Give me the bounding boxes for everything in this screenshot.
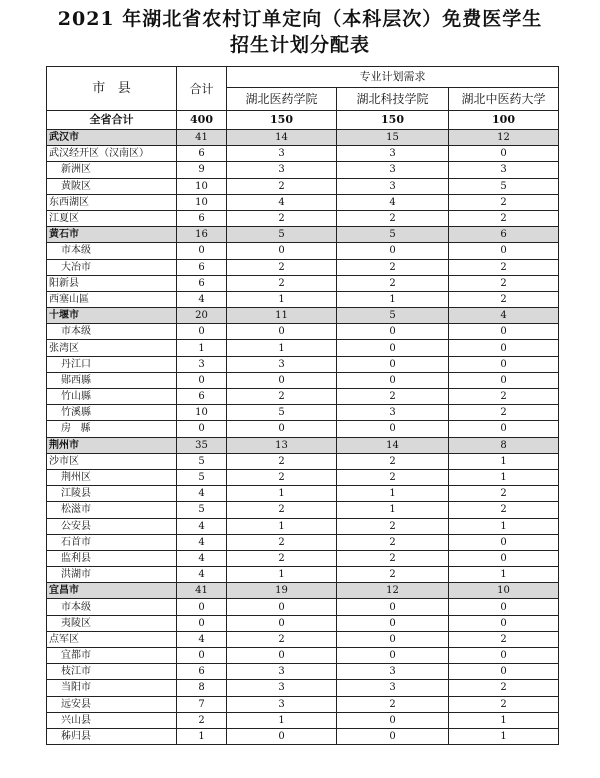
table-row (47, 372, 559, 388)
header-col-hubei-science-tech: 湖北科技学院 (337, 88, 449, 111)
row-total-cell: 6 (177, 259, 227, 275)
row-total-cell: 6 (177, 389, 227, 405)
row-col3-cell: 0 (449, 372, 559, 388)
row-col2-cell: 12 (337, 583, 449, 599)
row-total-cell: 7 (177, 696, 227, 712)
row-col2-cell: 3 (337, 146, 449, 162)
table-row (47, 680, 559, 696)
row-total-cell: 4 (177, 291, 227, 307)
row-col3-cell: 1 (449, 453, 559, 469)
row-col1-cell: 3 (227, 146, 337, 162)
row-col2-cell: 0 (337, 243, 449, 259)
row-col3-cell: 2 (449, 486, 559, 502)
row-name-cell: 荆州区 (47, 469, 177, 485)
row-name-cell: 新洲区 (47, 162, 177, 178)
row-col2-cell: 3 (337, 178, 449, 194)
row-total-cell: 4 (177, 567, 227, 583)
row-col3-cell: 0 (449, 648, 559, 664)
row-total-cell: 0 (177, 324, 227, 340)
row-name-cell: 松滋市 (47, 502, 177, 518)
row-col3-cell: 2 (449, 194, 559, 210)
row-name-cell: 当阳市 (47, 680, 177, 696)
row-col2-cell: 0 (337, 372, 449, 388)
row-col1-cell: 1 (227, 291, 337, 307)
table-row (47, 453, 559, 469)
row-total-cell: 3 (177, 356, 227, 372)
row-col3-cell: 1 (449, 518, 559, 534)
row-total-cell: 20 (177, 308, 227, 324)
row-name-cell: 武汉经开区（汉南区） (47, 146, 177, 162)
row-col1-cell: 0 (227, 324, 337, 340)
row-total-cell: 1 (177, 340, 227, 356)
row-total-cell: 0 (177, 421, 227, 437)
row-col1-cell: 0 (227, 728, 337, 744)
table-row (47, 259, 559, 275)
row-col2-cell: 0 (337, 599, 449, 615)
row-col3-cell: 2 (449, 405, 559, 421)
table-row (47, 194, 559, 210)
row-col3-cell: 12 (449, 130, 559, 146)
page-subtitle: 招生计划分配表 (229, 34, 370, 56)
row-col1-cell: 3 (227, 162, 337, 178)
row-name-cell: 兴山县 (47, 712, 177, 728)
row-total-cell: 41 (177, 583, 227, 599)
row-col2-cell: 1 (337, 486, 449, 502)
row-total-cell: 16 (177, 227, 227, 243)
table-row (47, 162, 559, 178)
row-total-cell: 6 (177, 664, 227, 680)
table-row (47, 696, 559, 712)
city-row (47, 583, 559, 599)
row-col1-cell: 1 (227, 518, 337, 534)
row-col3-cell: 2 (449, 502, 559, 518)
row-name-cell: 宜都市 (47, 648, 177, 664)
row-col3-cell: 2 (449, 275, 559, 291)
row-name-cell: 房 縣 (47, 421, 177, 437)
row-name-cell: 大冶市 (47, 259, 177, 275)
row-col1-cell: 0 (227, 615, 337, 631)
province-total-label: 全省合计 (47, 111, 177, 130)
row-col3-cell: 1 (449, 712, 559, 728)
row-col1-cell: 2 (227, 469, 337, 485)
row-col1-cell: 3 (227, 664, 337, 680)
province-total-col2: 150 (337, 111, 449, 130)
row-col2-cell: 0 (337, 324, 449, 340)
row-name-cell: 竹溪縣 (47, 405, 177, 421)
row-total-cell: 0 (177, 648, 227, 664)
row-col1-cell: 0 (227, 243, 337, 259)
row-col3-cell: 5 (449, 178, 559, 194)
row-col2-cell: 15 (337, 130, 449, 146)
row-total-cell: 6 (177, 210, 227, 226)
row-name-cell: 市本级 (47, 324, 177, 340)
row-col1-cell: 3 (227, 356, 337, 372)
row-col2-cell: 0 (337, 615, 449, 631)
row-col3-cell: 8 (449, 437, 559, 453)
row-col1-cell: 3 (227, 696, 337, 712)
row-col1-cell: 2 (227, 534, 337, 550)
row-name-cell: 枝江市 (47, 664, 177, 680)
row-col3-cell: 0 (449, 550, 559, 566)
row-col1-cell: 2 (227, 502, 337, 518)
row-col3-cell: 0 (449, 146, 559, 162)
row-name-cell: 市本级 (47, 599, 177, 615)
row-col1-cell: 0 (227, 648, 337, 664)
table-row (47, 469, 559, 485)
row-total-cell: 9 (177, 162, 227, 178)
row-total-cell: 4 (177, 631, 227, 647)
row-col1-cell: 1 (227, 567, 337, 583)
row-col2-cell: 2 (337, 210, 449, 226)
row-name-cell: 郧西縣 (47, 372, 177, 388)
row-col1-cell: 2 (227, 210, 337, 226)
table-row (47, 615, 559, 631)
table-row (47, 567, 559, 583)
row-col1-cell: 13 (227, 437, 337, 453)
row-total-cell: 2 (177, 712, 227, 728)
row-col1-cell: 1 (227, 712, 337, 728)
row-total-cell: 5 (177, 453, 227, 469)
row-col2-cell: 2 (337, 389, 449, 405)
row-col2-cell: 0 (337, 712, 449, 728)
table-row (47, 599, 559, 615)
table-row (47, 210, 559, 226)
table-row (47, 550, 559, 566)
row-name-cell: 石首市 (47, 534, 177, 550)
row-col3-cell: 2 (449, 210, 559, 226)
row-name-cell: 荆州市 (47, 437, 177, 453)
table-row (47, 486, 559, 502)
table-row (47, 518, 559, 534)
row-col1-cell: 11 (227, 308, 337, 324)
row-total-cell: 10 (177, 194, 227, 210)
row-col2-cell: 2 (337, 259, 449, 275)
row-name-cell: 丹江口 (47, 356, 177, 372)
row-name-cell: 宜昌市 (47, 583, 177, 599)
row-name-cell: 远安县 (47, 696, 177, 712)
row-col1-cell: 2 (227, 389, 337, 405)
row-col1-cell: 2 (227, 453, 337, 469)
row-col1-cell: 5 (227, 405, 337, 421)
table-row (47, 340, 559, 356)
row-total-cell: 6 (177, 146, 227, 162)
row-name-cell: 武汉市 (47, 130, 177, 146)
row-col3-cell: 1 (449, 469, 559, 485)
row-total-cell: 4 (177, 486, 227, 502)
province-total-col3: 100 (449, 111, 559, 130)
row-col3-cell: 0 (449, 534, 559, 550)
table-row (47, 291, 559, 307)
header-total: 合计 (177, 67, 227, 111)
row-col2-cell: 0 (337, 356, 449, 372)
row-col2-cell: 2 (337, 567, 449, 583)
table-body (47, 67, 559, 745)
row-col3-cell: 2 (449, 259, 559, 275)
province-total-value: 400 (177, 111, 227, 130)
province-total-row (47, 111, 559, 130)
row-col3-cell: 0 (449, 243, 559, 259)
row-name-cell: 沙市区 (47, 453, 177, 469)
row-name-cell: 江夏区 (47, 210, 177, 226)
row-col2-cell: 1 (337, 502, 449, 518)
row-col2-cell: 2 (337, 696, 449, 712)
table-row (47, 664, 559, 680)
row-col2-cell: 2 (337, 469, 449, 485)
table-row (47, 178, 559, 194)
row-col3-cell: 2 (449, 291, 559, 307)
row-col2-cell: 2 (337, 550, 449, 566)
row-name-cell: 夷陵区 (47, 615, 177, 631)
row-col2-cell: 2 (337, 453, 449, 469)
city-row (47, 227, 559, 243)
row-col2-cell: 2 (337, 518, 449, 534)
row-col1-cell: 0 (227, 599, 337, 615)
row-col2-cell: 0 (337, 421, 449, 437)
row-col1-cell: 5 (227, 227, 337, 243)
header-col-hubei-medical: 湖北医药学院 (227, 88, 337, 111)
city-row (47, 437, 559, 453)
row-col2-cell: 14 (337, 437, 449, 453)
table-row (47, 405, 559, 421)
row-col3-cell: 0 (449, 324, 559, 340)
row-col3-cell: 1 (449, 728, 559, 744)
table-row (47, 631, 559, 647)
row-col1-cell: 2 (227, 259, 337, 275)
row-name-cell: 江陵县 (47, 486, 177, 502)
row-col2-cell: 1 (337, 291, 449, 307)
row-name-cell: 监利县 (47, 550, 177, 566)
row-col2-cell: 0 (337, 728, 449, 744)
row-col1-cell: 1 (227, 486, 337, 502)
row-col3-cell: 0 (449, 664, 559, 680)
row-col3-cell: 0 (449, 356, 559, 372)
row-col2-cell: 3 (337, 162, 449, 178)
row-total-cell: 1 (177, 728, 227, 744)
table-row (47, 275, 559, 291)
row-col2-cell: 2 (337, 275, 449, 291)
row-col1-cell: 2 (227, 550, 337, 566)
row-name-cell: 点军区 (47, 631, 177, 647)
row-total-cell: 35 (177, 437, 227, 453)
row-col3-cell: 2 (449, 696, 559, 712)
row-col3-cell: 4 (449, 308, 559, 324)
row-total-cell: 6 (177, 275, 227, 291)
header-col-hubei-tcm: 湖北中医药大学 (449, 88, 559, 111)
row-col2-cell: 2 (337, 534, 449, 550)
row-name-cell: 竹山縣 (47, 389, 177, 405)
row-name-cell: 黄陂区 (47, 178, 177, 194)
table-row (47, 146, 559, 162)
row-col2-cell: 0 (337, 631, 449, 647)
header-major-demand: 专业计划需求 (227, 67, 559, 88)
row-name-cell: 黄石市 (47, 227, 177, 243)
row-col3-cell: 2 (449, 680, 559, 696)
row-col3-cell: 2 (449, 631, 559, 647)
table-row (47, 712, 559, 728)
row-col3-cell: 0 (449, 615, 559, 631)
row-col2-cell: 3 (337, 405, 449, 421)
table-row (47, 502, 559, 518)
table-row (47, 421, 559, 437)
row-col1-cell: 0 (227, 372, 337, 388)
row-col1-cell: 14 (227, 130, 337, 146)
row-col3-cell: 0 (449, 599, 559, 615)
row-col3-cell: 2 (449, 389, 559, 405)
row-col2-cell: 5 (337, 227, 449, 243)
page-title: 2021 年湖北省农村订单定向（本科层次）免费医学生 (57, 8, 543, 30)
row-col3-cell: 10 (449, 583, 559, 599)
header-row-1 (47, 67, 559, 88)
row-name-cell: 张湾区 (47, 340, 177, 356)
row-total-cell: 10 (177, 405, 227, 421)
row-col1-cell: 2 (227, 178, 337, 194)
city-row (47, 130, 559, 146)
row-col3-cell: 0 (449, 340, 559, 356)
row-col2-cell: 4 (337, 194, 449, 210)
row-col3-cell: 1 (449, 567, 559, 583)
table-row (47, 356, 559, 372)
row-name-cell: 洪湖市 (47, 567, 177, 583)
row-col2-cell: 5 (337, 308, 449, 324)
row-total-cell: 41 (177, 130, 227, 146)
row-name-cell: 阳新县 (47, 275, 177, 291)
row-col3-cell: 3 (449, 162, 559, 178)
row-col1-cell: 2 (227, 275, 337, 291)
row-name-cell: 西塞山區 (47, 291, 177, 307)
row-total-cell: 0 (177, 372, 227, 388)
province-total-col1: 150 (227, 111, 337, 130)
row-col1-cell: 19 (227, 583, 337, 599)
table-row (47, 648, 559, 664)
allocation-table (46, 66, 559, 745)
row-name-cell: 十堰市 (47, 308, 177, 324)
table-row (47, 728, 559, 744)
row-total-cell: 8 (177, 680, 227, 696)
city-row (47, 308, 559, 324)
table-row (47, 243, 559, 259)
row-total-cell: 4 (177, 534, 227, 550)
row-total-cell: 5 (177, 502, 227, 518)
header-city-county: 市 县 (47, 67, 177, 111)
row-total-cell: 4 (177, 550, 227, 566)
row-col1-cell: 0 (227, 421, 337, 437)
row-col3-cell: 0 (449, 421, 559, 437)
row-total-cell: 0 (177, 615, 227, 631)
row-name-cell: 秭归县 (47, 728, 177, 744)
row-col2-cell: 3 (337, 664, 449, 680)
row-name-cell: 市本级 (47, 243, 177, 259)
row-col2-cell: 0 (337, 648, 449, 664)
row-col1-cell: 4 (227, 194, 337, 210)
row-col2-cell: 3 (337, 680, 449, 696)
row-total-cell: 4 (177, 518, 227, 534)
table-row (47, 324, 559, 340)
row-total-cell: 5 (177, 469, 227, 485)
row-col1-cell: 2 (227, 631, 337, 647)
row-col3-cell: 6 (449, 227, 559, 243)
table-row (47, 534, 559, 550)
table-row (47, 389, 559, 405)
row-col2-cell: 0 (337, 340, 449, 356)
row-name-cell: 东西湖区 (47, 194, 177, 210)
row-total-cell: 0 (177, 599, 227, 615)
row-col1-cell: 1 (227, 340, 337, 356)
row-total-cell: 0 (177, 243, 227, 259)
row-col1-cell: 3 (227, 680, 337, 696)
row-name-cell: 公安县 (47, 518, 177, 534)
row-total-cell: 10 (177, 178, 227, 194)
